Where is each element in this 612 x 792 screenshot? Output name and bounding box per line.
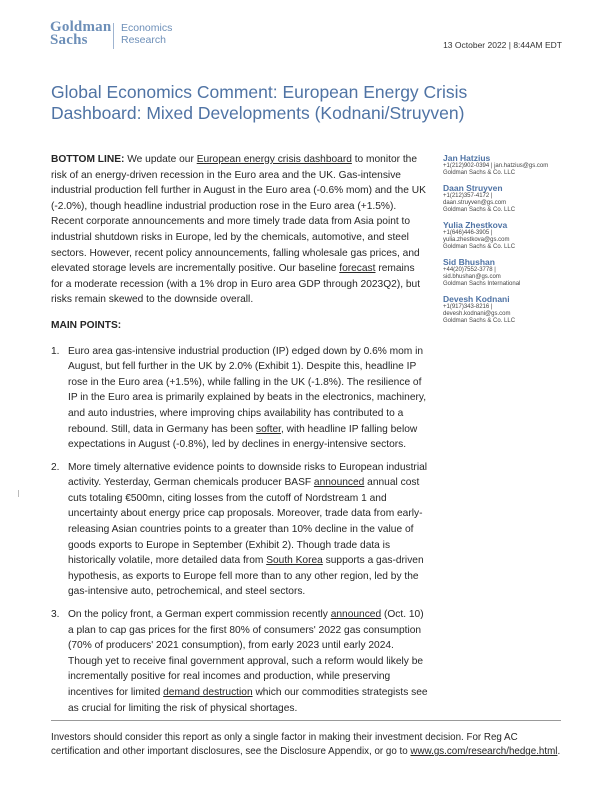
margin-mark [18,490,19,497]
author-firm: Goldman Sachs & Co. LLC [443,207,516,213]
main-points-list [51,344,428,717]
research-unit-label: Economics Research [121,22,173,46]
commission-announced-link[interactable]: announced [330,609,382,621]
author-card [443,220,573,251]
author-name: Devesh Kodnani [443,294,510,304]
main-point-3: 3. On the policy front, a German expert commission recently announced (Oct. 10) a plan to cap gas prices for the first 80% of consumers' 2022 gas consumption (70% of producers' 2021 consumption), from early 2023 until early 2024. Though yet to receive final government approval, such a reform would likely be incrementally positive for real incomes and production, while preserving incentives for limited demand destruction which our commodities strategists see as crucial for limiting the risk of physical shortages. [51,609,428,714]
publication-date: 13 October 2022 | 8:44AM EDT [443,40,562,50]
author-firm: Goldman Sachs & Co. LLC [443,170,516,176]
author-email[interactable]: yulia.zhestkova@gs.com [443,237,510,243]
author-email[interactable]: devesh.kodnani@gs.com [443,311,511,317]
author-firm: Goldman Sachs & Co. LLC [443,244,516,250]
south-korea-link[interactable]: South Korea [266,555,323,567]
author-contact[interactable]: +1(212)357-4172 | [443,193,493,199]
report-title: Global Economics Comment: European Energy Crisis Dashboard: Mixed Developments (Kodnani/Struyven) [51,82,468,123]
bottom-line-paragraph: BOTTOM LINE: We update our European energy crisis dashboard to monitor the risk of an energy-driven recession in the Euro area and the UK. Gas-intensive industrial production fell further in August in the Euro area (-0.6% mom) and the UK (-2.0%), though headline industrial production rose in the Euro area (+1.5%). Recent corporate announcements and more timely trade data from Asia point to industrial shutdown risks in Europe, led by the chemicals, automotive, and steel sectors. However, recent policy announcements, falling wholesale gas prices, and elevated storage levels are incrementally positive. Our baseline forecast remains for a moderate recession (with a 1% drop in Euro area GDP through 2023Q2), but risks remain skewed to the downside overall. [51,154,426,306]
author-contact[interactable]: +1(646)446-3905 | [443,230,493,236]
author-card [443,153,573,177]
main-points-heading: MAIN POINTS: [51,319,122,331]
disclosure-note: Investors should consider this report as only a single factor in making their investment decision. For Reg AC certification and other important disclosures, see the Disclosure Appendix, or go to www.gs.com/research/hedge.html. [51,732,561,757]
logo-divider [113,23,114,49]
authors-sidebar [443,153,573,331]
author-name: Jan Hatzius [443,153,491,163]
author-name: Yulia Zhestkova [443,220,508,230]
disclosure-link[interactable]: www.gs.com/research/hedge.html [410,746,558,757]
bottom-line-label: BOTTOM LINE: [51,154,125,165]
author-contact[interactable]: +44(20)7552-3778 | [443,267,496,273]
basf-announced-link[interactable]: announced [313,477,365,489]
author-contact[interactable]: +1(212)902-0394 | jan.hatzius@gs.com [443,163,549,169]
author-firm: Goldman Sachs International [443,281,521,287]
dashboard-link[interactable]: European energy crisis dashboard [196,154,352,165]
author-card [443,294,573,325]
demand-destruction-link[interactable]: demand destruction [163,687,253,698]
softer-link[interactable]: softer [256,423,281,435]
main-body [51,152,428,723]
main-point-2: 2. More timely alternative evidence points to downside risks to European industrial activity. Yesterday, German chemicals producer BASF announced annual cost cuts totaling €500mn, citing losses from the cutoff of Nordstream 1 and uncertainty about energy price cap proposals. Moreover, trade data from early-releasing Asian countries points to a greater than 10% decline in the value of goods exports to Europe in September (Exhibit 2). Though trade data is historically volatile, more detailed data from South Korea supports a gas-driven hypothesis, as exports to Europe fell more than to any other region, led by the gas-intensive auto, petrochemical, and steel sectors. [51,461,428,598]
author-name: Daan Struyven [443,183,503,193]
author-email[interactable]: sid.bhushan@gs.com [443,274,501,280]
author-contact[interactable]: +1(917)343-8216 | [443,304,493,310]
footer-divider [51,720,561,721]
author-card [443,183,573,214]
author-firm: Goldman Sachs & Co. LLC [443,318,516,324]
author-email[interactable]: daan.struyven@gs.com [443,200,507,206]
author-name: Sid Bhushan [443,257,495,267]
forecast-link[interactable]: forecast [339,263,376,275]
logo-wordmark: Goldman Sachs [50,19,112,48]
author-card [443,257,573,288]
goldman-sachs-logo [50,19,173,48]
main-point-1: 1. Euro area gas-intensive industrial production (IP) edged down by 0.6% mom in August, but fell further in the UK by 2.0% (Exhibit 1). Despite this, headline IP rose in the Euro area (+1.5%), while falling in the UK (-1.8%). The resilience of IP in the Euro area is primarily explained by beats in the electronics, machinery, and auto industries, where improving chips availability has contributed to a rebound. Still, data in Germany has been softer, with headline IP falling below expectations in August (-0.8%), led by declines in energy-intensive sectors. [51,345,427,451]
